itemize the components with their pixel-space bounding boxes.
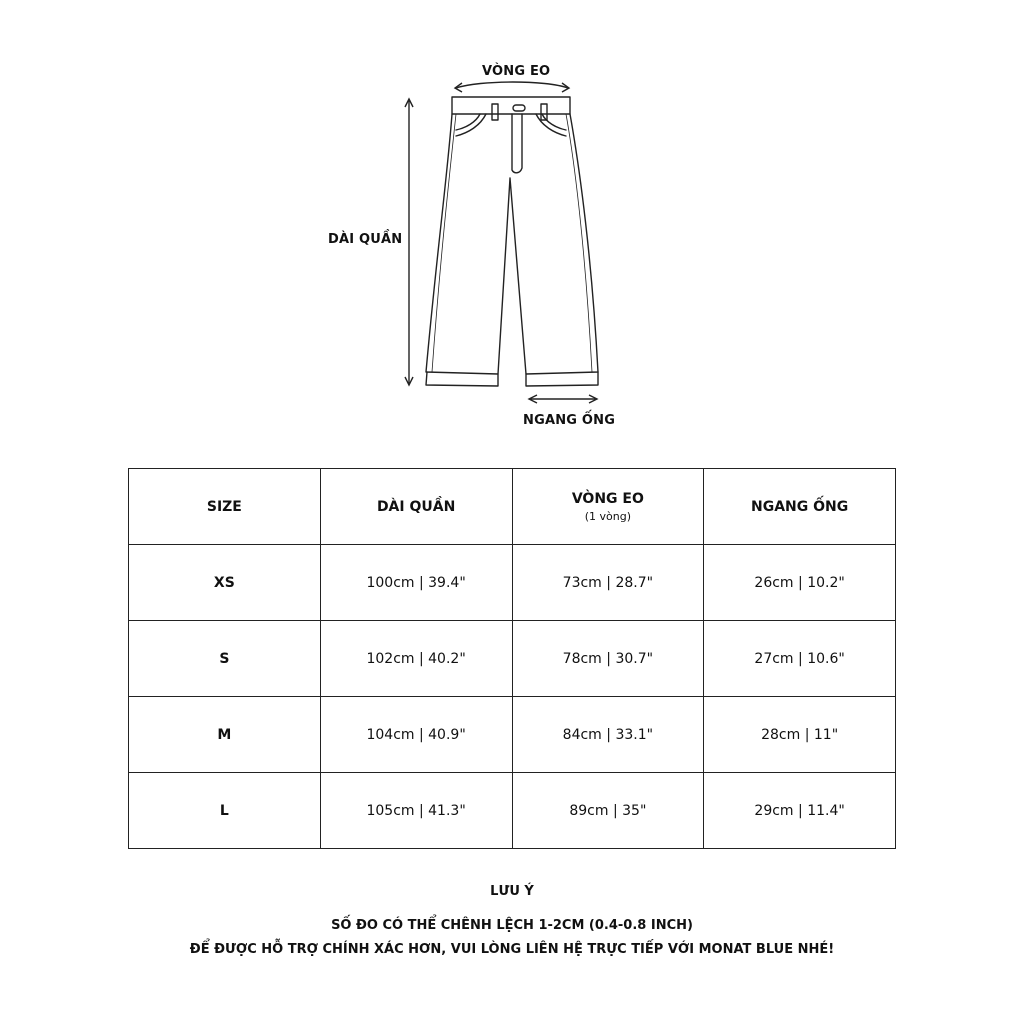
- table-header-row: [129, 469, 896, 545]
- header-waist: [512, 469, 704, 545]
- length-arrow: [405, 99, 413, 385]
- size-cell: M: [129, 697, 321, 773]
- waist-cell: 78cm | 30.7": [512, 621, 704, 697]
- left-pocket: [456, 114, 480, 130]
- header-size: SIZE: [129, 469, 321, 545]
- right-pocket: [542, 114, 566, 130]
- waist-cell: 73cm | 28.7": [512, 545, 704, 621]
- length-label: DÀI QUẦN: [328, 232, 403, 247]
- notes-line-1: SỐ ĐO CÓ THỂ CHÊNH LỆCH 1-2CM (0.4-0.8 INCH): [331, 918, 693, 933]
- waist-cell: 89cm | 35": [512, 773, 704, 849]
- button: [513, 105, 525, 111]
- fly: [512, 114, 522, 173]
- hem-cell: 29cm | 11.4": [704, 773, 896, 849]
- waist-arrow: [455, 82, 569, 92]
- length-cell: 102cm | 40.2": [320, 621, 512, 697]
- length-cell: 105cm | 41.3": [320, 773, 512, 849]
- notes-title: LƯU Ý: [490, 884, 534, 899]
- size-cell: L: [129, 773, 321, 849]
- table-row: [129, 545, 896, 621]
- hem-arrow: [529, 395, 597, 403]
- size-cell: XS: [129, 545, 321, 621]
- hem-cell: 28cm | 11": [704, 697, 896, 773]
- notes-line-2: ĐỂ ĐƯỢC HỖ TRỢ CHÍNH XÁC HƠN, VUI LÒNG LIÊN HỆ TRỰC TIẾP VỚI MONAT BLUE NHÉ!: [189, 942, 835, 957]
- table-row: [129, 773, 896, 849]
- waist-label: VÒNG EO: [482, 64, 551, 79]
- size-cell: S: [129, 621, 321, 697]
- table-row: [129, 697, 896, 773]
- header-waist-label: VÒNG EO: [571, 490, 644, 507]
- length-cell: 100cm | 39.4": [320, 545, 512, 621]
- hem-cell: 26cm | 10.2": [704, 545, 896, 621]
- belt-loop: [492, 104, 498, 120]
- hem-label: NGANG ỐNG: [523, 413, 616, 428]
- length-cell: 104cm | 40.9": [320, 697, 512, 773]
- waist-cell: 84cm | 33.1": [512, 697, 704, 773]
- header-hem: NGANG ỐNG: [704, 469, 896, 545]
- header-waist-sub: (1 vòng): [584, 509, 632, 523]
- left-pocket-stitch: [456, 114, 486, 136]
- header-length: DÀI QUẦN: [320, 469, 512, 545]
- table-row: [129, 621, 896, 697]
- hem-cell: 27cm | 10.6": [704, 621, 896, 697]
- size-table: [128, 468, 896, 849]
- waistband: [452, 97, 570, 114]
